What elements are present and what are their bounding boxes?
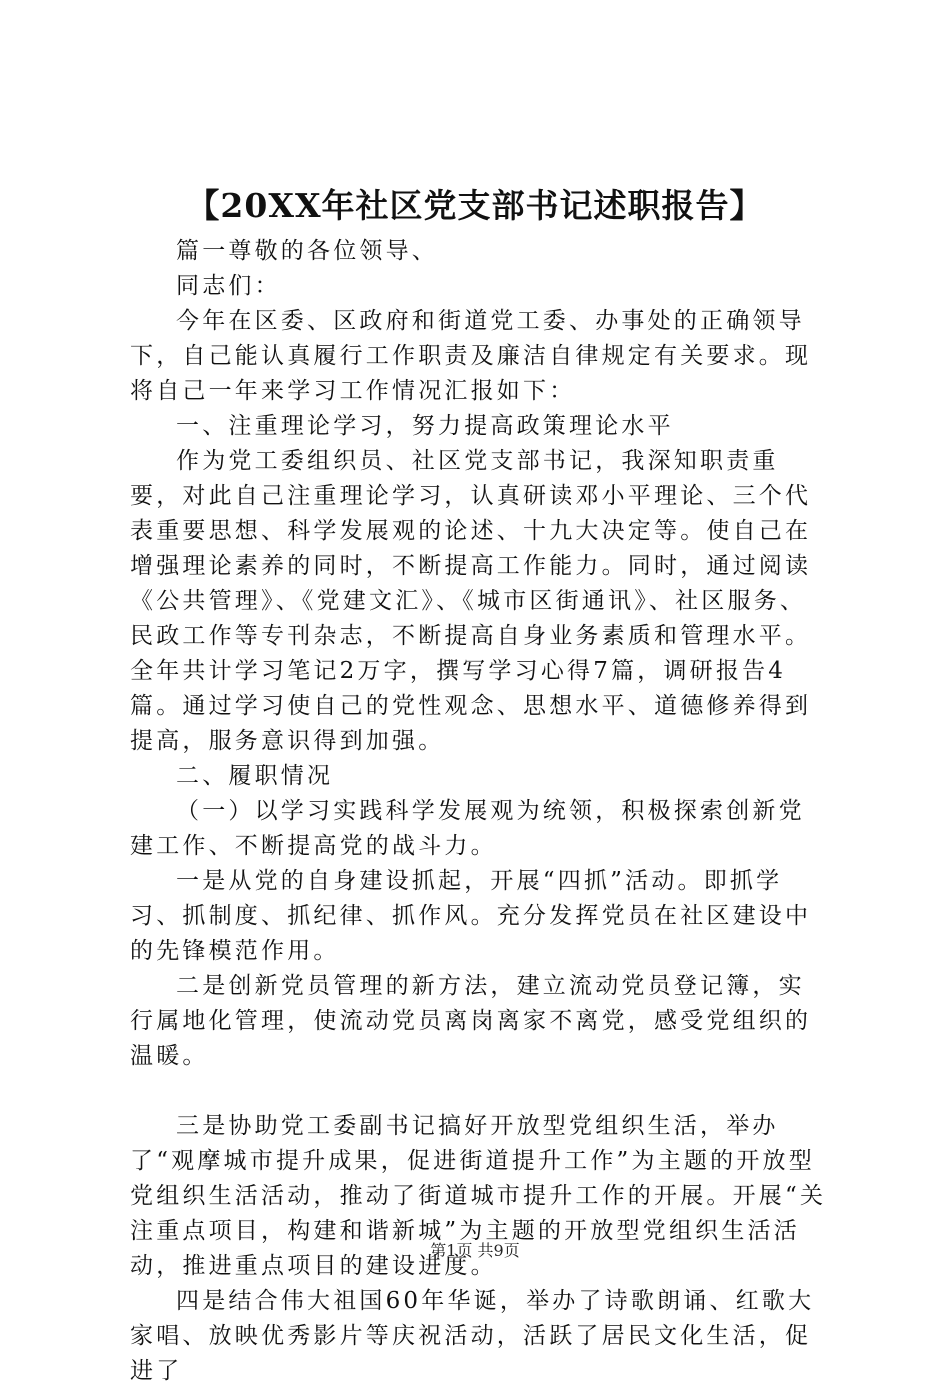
paragraph-salutation-1: 篇一尊敬的各位领导、 [176,238,438,264]
section-heading-2: 二、履职情况 [176,763,334,789]
paragraph-study: 作为党工委组织员、社区党支部书记，我深知职责重要，对此自己注重理论学习，认真研读邓小平理论、三个代表重要思想、科学发展观的论述、十九大决定等。使自己在增强理论素养的同时，不断提高工作能力。同时，通过阅读《公共管理》、《党建文汇》、《城市区街通讯》、社区服务、民政工作等专刊杂志，不断提高自身业务素质和管理水平。全年共计学习笔记2万字，撰写学习心得7篇，调研报告4篇。通过学习使自己的党性观念、思想水平、道德修养得到提高，服务意识得到加强。 [130,448,812,754]
paragraph-item-2: 二是创新党员管理的新方法，建立流动党员登记簿，实行属地化管理，使流动党员离岗离家不离党，感受党组织的温暖。 [130,973,812,1069]
paragraph-item-3: 三是协助党工委副书记搞好开放型党组织生活，举办了“观摩城市提升成果，促进街道提升工作”为主题的开放型党组织生活活动，推动了街道城市提升工作的开展。开展“关注重点项目，构建和谐新城”为主题的开放型党组织生活活动，推进重点项目的建设进度。 [130,1113,827,1279]
page-footer: 第1页 共9页 [430,1241,520,1260]
document-title: 【20XX年社区党支部书记述职报告】 [186,186,764,225]
section-heading-1: 一、注重理论学习，努力提高政策理论水平 [176,413,674,439]
subsection-heading-1: （一）以学习实践科学发展观为统领，积极探索创新党建工作、不断提高党的战斗力。 [130,798,805,859]
paragraph-item-1: 一是从党的自身建设抓起，开展“四抓”活动。即抓学习、抓制度、抓纪律、抓作风。充分发挥党员在社区建设中的先锋模范作用。 [130,868,812,964]
paragraph-intro: 今年在区委、区政府和街道党工委、办事处的正确领导下，自己能认真履行工作职责及廉洁自律规定有关要求。现将自己一年来学习工作情况汇报如下： [130,308,812,404]
paragraph-salutation-2: 同志们： [176,273,281,299]
document-body [130,234,830,1389]
paragraph-item-4: 四是结合伟大祖国60年华诞，举办了诗歌朗诵、红歌大家唱、放映优秀影片等庆祝活动，活跃了居民文化生活，促进了 [130,1288,815,1384]
